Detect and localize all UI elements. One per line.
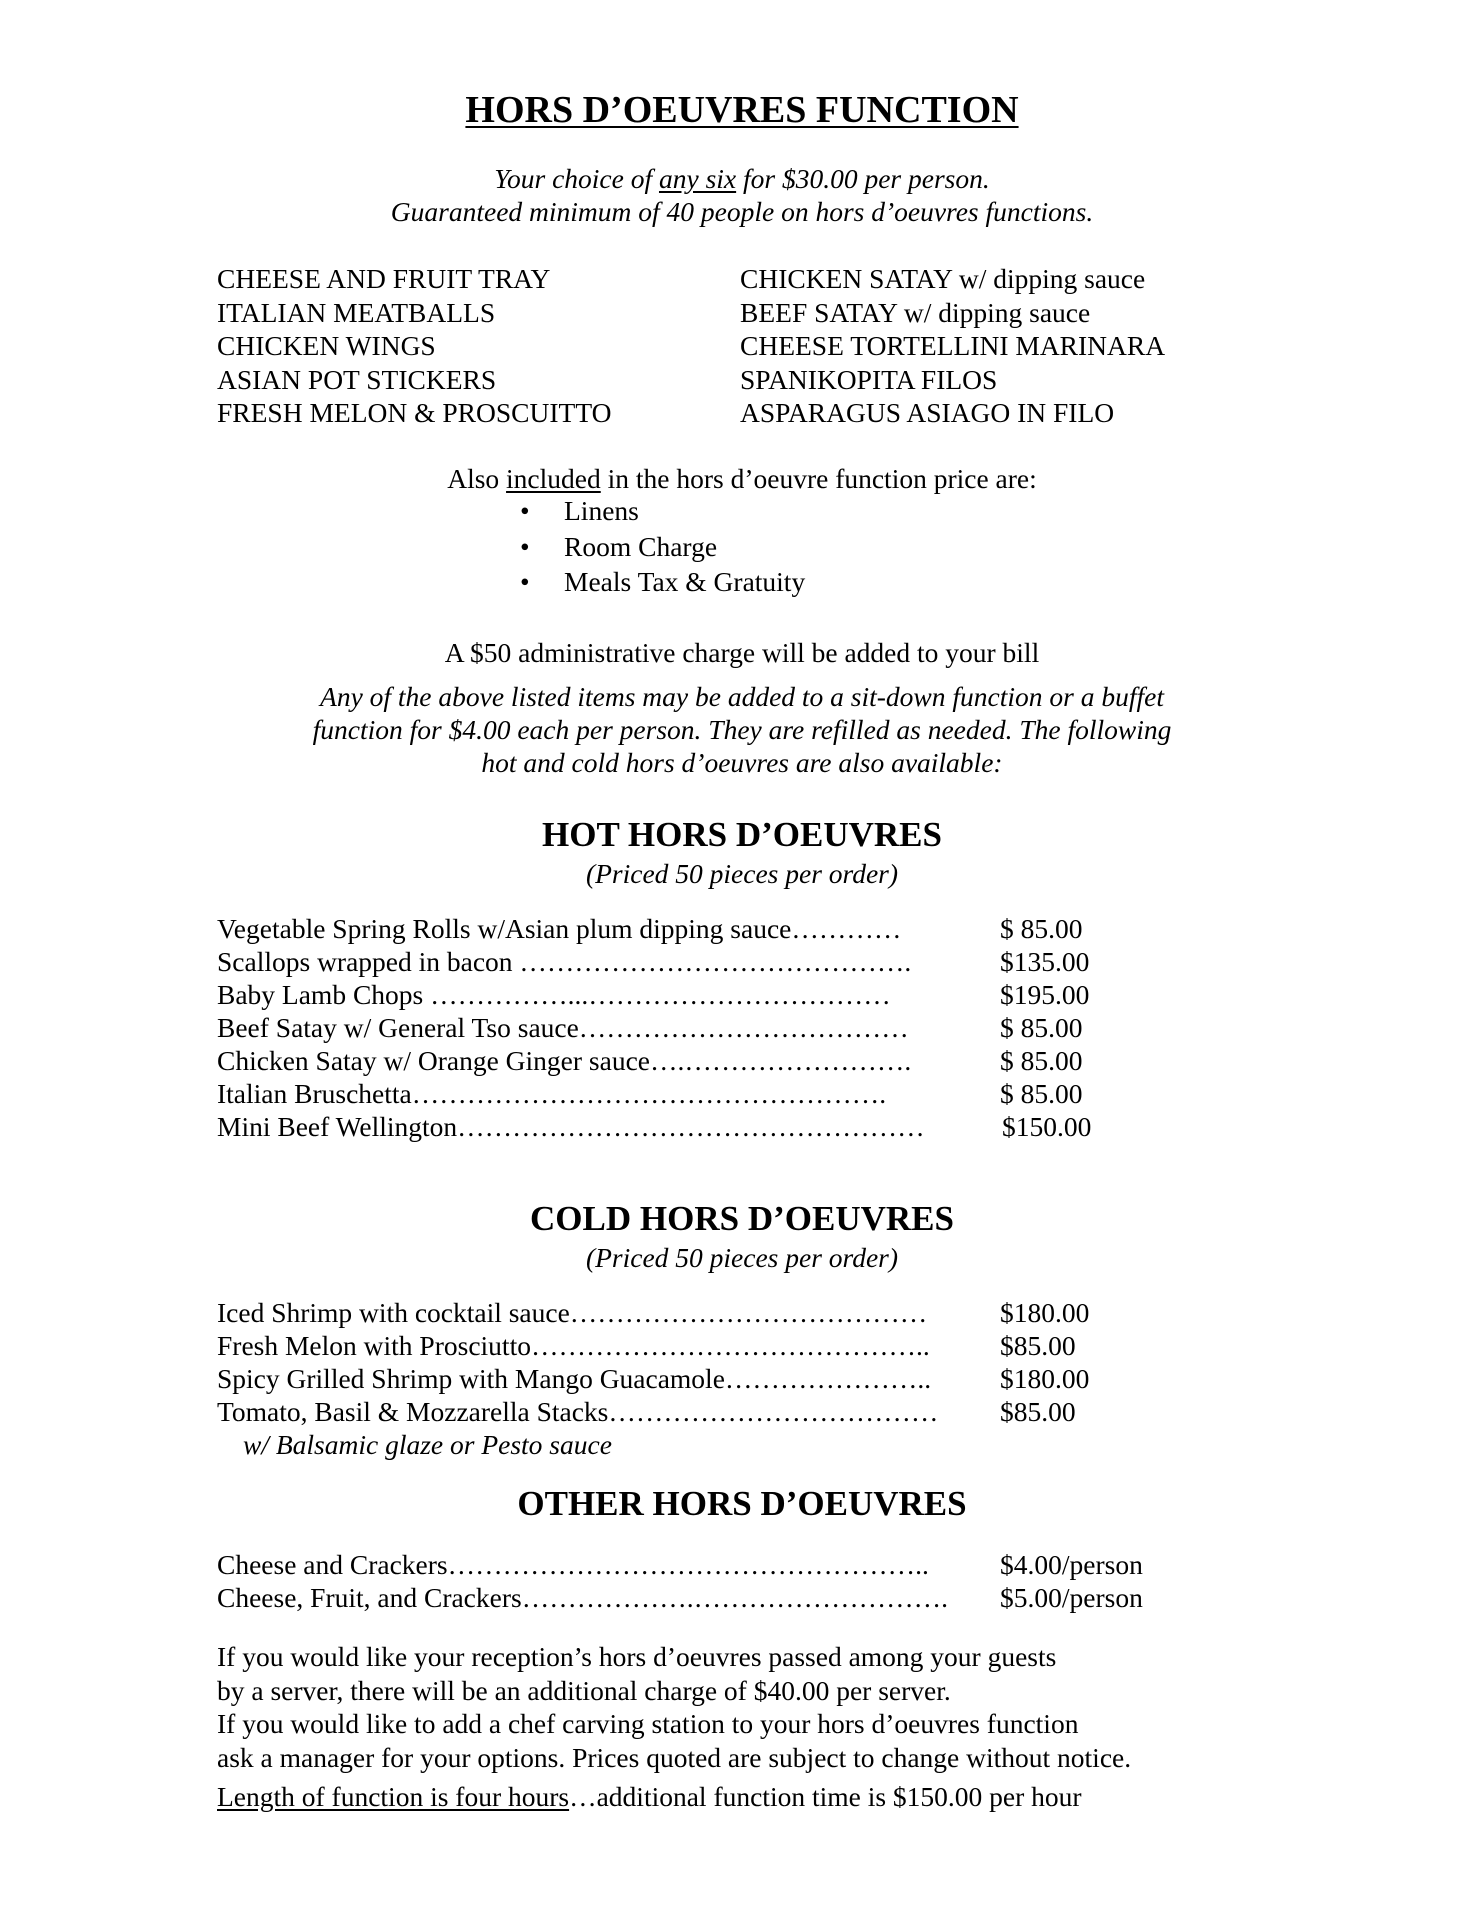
menu-row <box>217 1581 1143 1615</box>
menu-item-price: $195.00 <box>1000 979 1090 1010</box>
intro-text-a: Your choice of <box>494 163 659 194</box>
bullet-icon: • <box>520 566 530 597</box>
menu-item-price: $150.00 <box>1002 1111 1092 1142</box>
footer-line: ask a manager for your options. Prices quoted are subject to change without notice. <box>217 1741 1132 1773</box>
choice-item: CHEESE AND FRUIT TRAY <box>217 263 551 294</box>
intro-text-b: for $30.00 per person. <box>736 163 990 194</box>
page-title: HORS D’OEUVRES FUNCTION <box>465 89 1019 131</box>
choice-item: FRESH MELON & PROSCUITTO <box>217 397 612 428</box>
included-word: included <box>506 463 601 494</box>
menu-item-price: $ 85.00 <box>1000 1012 1083 1043</box>
footer-line: If you would like to add a chef carving station to your hors d’oeuvres function <box>217 1708 1079 1739</box>
choice-item: ASPARAGUS ASIAGO IN FILO <box>740 397 1115 428</box>
choices-right-column <box>740 262 1165 430</box>
intro-line-2: Guaranteed minimum of 40 people on hors d’oeuvres functions. <box>390 196 1094 227</box>
included-text-a: Also <box>447 463 507 494</box>
menu-item-price: $180.00 <box>1000 1363 1090 1394</box>
choices-left-column <box>217 262 611 430</box>
menu-item-name: Cheese and Crackers…………………………………………….. <box>217 1549 929 1580</box>
menu-item-name: Scallops wrapped in bacon ……………………………………. <box>217 946 912 977</box>
choice-item: BEEF SATAY w/ dipping sauce <box>740 296 1091 328</box>
intro-line-1 <box>0 162 1484 196</box>
menu-row <box>217 1362 1090 1396</box>
hot-subheading: (Priced 50 pieces per order) <box>585 858 899 889</box>
menu-row <box>217 1011 1083 1045</box>
function-length-rest: …additional function time is $150.00 per hour <box>569 1781 1082 1812</box>
admin-charge-note: A $50 administrative charge will be added to your bill <box>444 637 1040 668</box>
menu-item-price: $85.00 <box>1000 1330 1076 1361</box>
included-intro <box>0 462 1484 496</box>
footer-notes <box>217 1640 1131 1774</box>
menu-item-name: Baby Lamb Chops ……………...…………………………… <box>217 979 891 1010</box>
choice-item: ASIAN POT STICKERS <box>217 363 497 395</box>
choice-item: CHICKEN SATAY w/ dipping sauce <box>740 263 1146 294</box>
menu-item-name: Tomato, Basil & Mozzarella Stacks……………………………… <box>217 1396 939 1427</box>
included-text-b: in the hors d’oeuvre function price are: <box>600 463 1037 494</box>
menu-item-price: $4.00/person <box>1000 1549 1143 1580</box>
menu-item-name: Spicy Grilled Shrimp with Mango Guacamole………………….. <box>217 1363 932 1394</box>
menu-row <box>217 912 1083 946</box>
footer-line: If you would like your reception’s hors d’oeuvres passed among your guests <box>217 1641 1057 1672</box>
addon-note-line-1: Any of the above listed items may be added to a sit-down function or a buffet <box>320 681 1164 712</box>
menu-row <box>217 1077 1083 1111</box>
choice-item: CHICKEN WINGS <box>217 330 436 361</box>
menu-item-name: Iced Shrimp with cocktail sauce………………………………… <box>217 1297 928 1328</box>
choice-item: SPANIKOPITA FILOS <box>740 363 998 395</box>
cold-heading: COLD HORS D’OEUVRES <box>530 1199 954 1238</box>
addon-note-line-2: function for $4.00 each per person. They are refilled as needed. The following <box>312 714 1172 745</box>
choice-item: CHEESE TORTELLINI MARINARA <box>740 330 1166 361</box>
bullet-icon: • <box>520 530 530 562</box>
menu-row <box>217 1548 1143 1582</box>
bullet-icon: • <box>520 495 530 526</box>
menu-item-name: Beef Satay w/ General Tso sauce……………………………… <box>217 1012 909 1043</box>
function-length-underlined: Length of function is four hours <box>217 1781 570 1812</box>
menu-row <box>217 1110 1092 1144</box>
intro-any-six: any six <box>658 163 737 194</box>
menu-item-price: $180.00 <box>1000 1297 1090 1328</box>
other-heading: OTHER HORS D’OEUVRES <box>517 1484 967 1523</box>
list-item <box>510 565 805 601</box>
menu-item-price: $ 85.00 <box>1000 913 1083 944</box>
menu-item-name: Vegetable Spring Rolls w/Asian plum dipping sauce………… <box>217 913 902 944</box>
menu-row <box>217 945 1090 979</box>
cold-subheading: (Priced 50 pieces per order) <box>585 1242 899 1273</box>
included-item-label: Linens <box>564 495 639 526</box>
menu-row <box>217 1329 1076 1363</box>
menu-row <box>217 1296 1090 1330</box>
menu-item-price: $ 85.00 <box>1000 1078 1083 1109</box>
addon-note-line-3: hot and cold hors d’oeuvres are also available: <box>481 747 1003 778</box>
menu-item-name: Mini Beef Wellington…………………………………………… <box>217 1111 925 1142</box>
choice-item: ITALIAN MEATBALLS <box>217 296 496 328</box>
menu-item-name: Chicken Satay w/ Orange Ginger sauce….……………………. <box>217 1045 912 1076</box>
menu-item-name: Cheese, Fruit, and Crackers……………….………………………. <box>217 1582 948 1613</box>
menu-item-price: $135.00 <box>1000 946 1090 977</box>
menu-item-name: Italian Bruschetta……………………………………………. <box>217 1078 887 1109</box>
menu-row <box>217 1395 1076 1429</box>
list-item <box>510 494 805 530</box>
function-length-note <box>217 1780 1082 1814</box>
menu-item-price: $5.00/person <box>1000 1582 1143 1613</box>
included-list <box>510 494 805 601</box>
cold-item-note: w/ Balsamic glaze or Pesto sauce <box>243 1429 612 1460</box>
included-item-label: Meals Tax & Gratuity <box>564 566 806 597</box>
menu-item-price: $ 85.00 <box>1000 1045 1083 1076</box>
menu-row <box>217 978 1090 1012</box>
list-item <box>510 530 805 566</box>
hot-heading: HOT HORS D’OEUVRES <box>542 815 942 854</box>
menu-item-price: $85.00 <box>1000 1396 1076 1427</box>
footer-line: by a server, there will be an additional charge of $40.00 per server. <box>217 1674 951 1706</box>
included-item-label: Room Charge <box>564 530 718 562</box>
menu-row <box>217 1044 1083 1078</box>
menu-item-name: Fresh Melon with Prosciutto…………………………………….. <box>217 1330 930 1361</box>
